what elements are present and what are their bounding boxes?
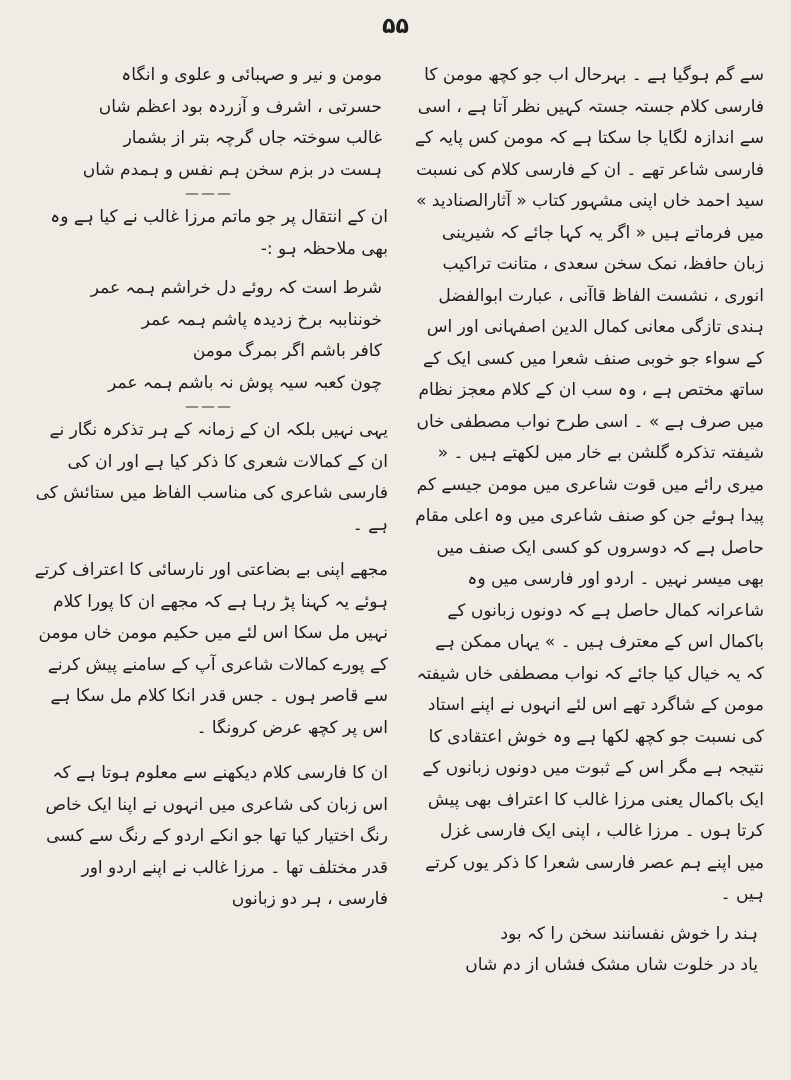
paragraph-3: یہی نہیں بلکہ ان کے زمانہ کے ہر تذکرہ نگار نے ان کے کمالات شعری کا ذکر کیا ہے اور ان کی فارسی شاعری کی مناسب الفاظ میں ستائش کی ہے ۔	[35, 420, 388, 535]
divider-1: ———	[185, 186, 233, 202]
verse-2-line-2: خونناببہ برخ زدیدہ پاشم ہمہ عمر	[141, 309, 382, 330]
divider-2: ———	[185, 399, 233, 415]
verse-2-line-4: چون کعبہ سیہ پوش نہ باشم ہمہ عمر	[108, 372, 382, 393]
paragraph-1: سے گم ہوگیا ہے ۔ بہرحال اب جو کچھ مومن کا فارسی کلام جستہ جستہ کہیں نظر آتا ہے ، اسی سے اندازہ لگایا جا سکتا ہے کہ مومن کس پایہ کے فارسی شاعر تھے ۔ ان کے فارسی کلام کی نسبت سید احمد خاں اپنی مشہور کتاب « آثارالصنادید » میں فرماتے ہیں « اگر یہ کہا جائے کہ شیرینی زبان حافظ، نمک سخن سعدی ، متانت تراکیب انوری ، نشست الفاظ قاآنی ، عبارت ابوالفضل ہندی تازگی معانی کمال الدین اصفہانی اور اس کے سواء جو خوبی صنف شعرا میں کسی ایک کے ساتھ مختص ہے ، وہ سب ان کے کلام معجز نظام میں صرف ہے » ۔ اسی طرح نواب مصطفی خاں شیفتہ تذکرہ گلشن بے خار میں لکھتے ہیں ۔ « میری رائے میں قوت شاعری میں مومن جیسے کم پیدا ہوئے جن کو صنف شاعری میں وہ اعلی مقام حاصل ہے کہ دوسروں کو کسی ایک صنف میں بھی میسر نہیں ۔ اردو اور فارسی میں وہ شاعرانہ کمال حاصل ہے کہ دونوں زبانوں کے باکمال اس کے معترف ہیں ۔ » یہاں ممکن ہے کہ یہ خیال کیا جائے کہ نواب مصطفی خاں شیفتہ مومن کے شاگرد تھے اس لئے انہوں نے اپنے استاد کی نسبت جو کچھ لکھا ہے وہ خوش اعتقادی کا نتیجہ ہے مگر اس کے ثبوت میں دونوں زبانوں کے ایک باکمال یعنی مرزا غالب کا اعتراف بھی پیش کرتا ہوں ۔ مرزا غالب ، اپنی ایک فارسی غزل میں اپنے ہم عصر فارسی شعرا کا ذکر یوں کرتے ہیں ۔	[414, 65, 764, 904]
verse-1-line-4: حسرتی ، اشرف و آزردہ بود اعظم شاں	[98, 96, 382, 117]
page-number: ۵۵	[382, 14, 409, 39]
verse-1-line-3: مومن و نیر و صہبائی و علوی و انگاہ	[121, 65, 382, 85]
verse-1-line-5: غالب سوختہ جاں گرچہ بتر از بشمار	[123, 128, 382, 148]
paragraph-5: ان کا فارسی کلام دیکھنے سے معلوم ہوتا ہے کہ اس زبان کی شاعری میں انہوں نے اپنا ایک خاص رنگ اختیار کیا تھا جو انکے اردو کے رنگ سے کسی قدر مختلف تھا ۔ مرزا غالب نے اپنے اردو اور فارسی ، ہر دو زبانوں	[45, 763, 388, 909]
verse-2-line-3: کافر باشم اگر بمرگ مومن	[192, 341, 382, 361]
verse-1-line-2: یاد در خلوت شاں مشک فشاں از دم شاں	[465, 955, 758, 975]
paragraph-2: ان کے انتقال پر جو ماتم مرزا غالب نے کیا ہے وہ بھی ملاحظہ ہو :-	[50, 207, 388, 259]
left-column	[30, 60, 388, 1060]
verse-1-line-6: ہست در بزم سخن ہم نفس و ہمدم شاں	[82, 159, 382, 180]
verse-1-line-1: ہند را خوش نفسانند سخن را کہ بود	[500, 923, 758, 944]
verse-2-line-1: شرط است کہ روئے دل خراشم ہمہ عمر	[90, 278, 382, 298]
right-column	[414, 60, 764, 1060]
paragraph-4: مجھے اپنی بے بضاعتی اور نارسائی کا اعتراف کرتے ہوئے یہ کہنا پڑ رہا ہے کہ مجھے ان کا پورا کلام نہیں مل سکا اس لئے میں حکیم مومن خاں مومن کے پورے کمالات شاعری آپ کے سامنے پیش کرنے سے قاصر ہوں ۔ جس قدر انکا کلام مل سکا ہے اس پر کچھ عرض کرونگا ۔	[34, 560, 388, 738]
